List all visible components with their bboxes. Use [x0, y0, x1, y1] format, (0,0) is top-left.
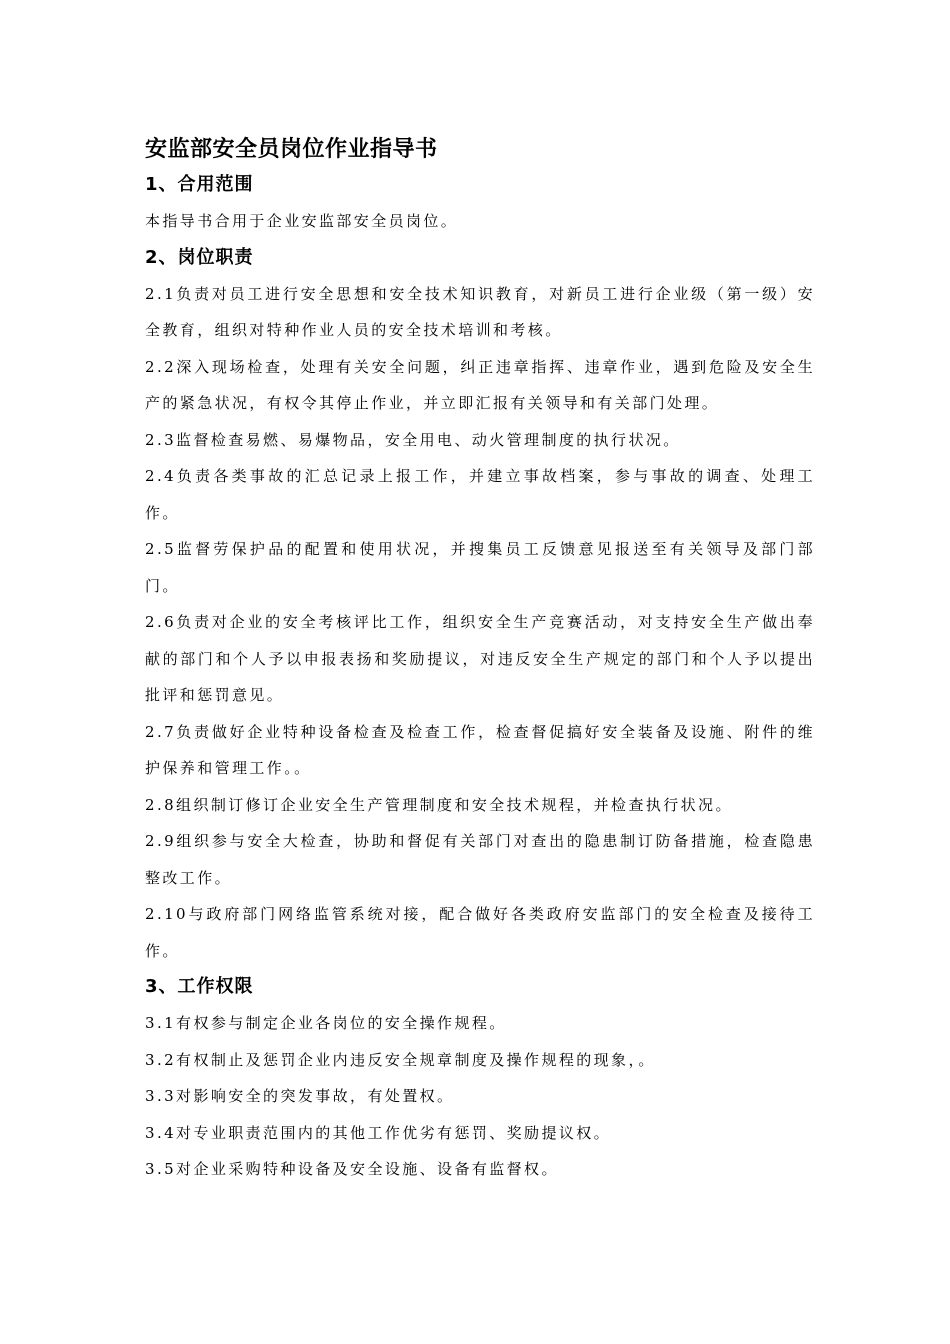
- section-authority: [145, 969, 815, 1188]
- paragraph: 2.6负责对企业的安全考核评比工作，组织安全生产竞赛活动，对支持安全生产做出奉献的部门和个人予以申报表扬和奖励提议，对违反安全生产规定的部门和个人予以提出批评和惩罚意见。: [145, 613, 815, 704]
- section-heading: 3、工作权限: [145, 976, 254, 997]
- paragraph: 3.4对专业职责范围内的其他工作优劣有惩罚、奖励提议权。: [145, 1123, 612, 1142]
- paragraph: 3.1有权参与制定企业各岗位的安全操作规程。: [145, 1014, 507, 1032]
- paragraph: 2.4负责各类事故的汇总记录上报工作，并建立事故档案，参与事故的调查、处理工作。: [145, 467, 815, 522]
- document-title: 安监部安全员岗位作业指导书: [145, 137, 438, 162]
- section-duties: [145, 240, 815, 970]
- section-heading: 2、岗位职责: [145, 246, 254, 268]
- document-page: [145, 133, 815, 1188]
- paragraph: 2.9组织参与安全大检查，协助和督促有关部门对查出的隐患制订防备措施，检查隐患整改工作。: [145, 832, 815, 887]
- paragraph: 3.3对影响安全的突发事故，有处置权。: [145, 1087, 455, 1105]
- section-scope: [145, 167, 815, 240]
- paragraph: 2.1负责对员工进行安全思想和安全技术知识教育，对新员工进行企业级（第一级）安全教育，组织对特种作业人员的安全技术培训和考核。: [145, 284, 815, 339]
- paragraph: 2.8组织制订修订企业安全生产管理制度和安全技术规程，并检查执行状况。: [145, 795, 733, 814]
- paragraph: 2.10与政府部门网络监管系统对接，配合做好各类政府安监部门的安全检查及接待工作。: [145, 905, 815, 960]
- paragraph: 2.5监督劳保护品的配置和使用状况，并搜集员工反馈意见报送至有关领导及部门部门。: [145, 540, 815, 595]
- paragraph: 3.5对企业采购特种设备及安全设施、设备有监督权。: [145, 1160, 559, 1178]
- paragraph: 2.7负责做好企业特种设备检查及检查工作，检查督促搞好安全装备及设施、附件的维护保养和管理工作。。: [145, 722, 815, 777]
- paragraph: 2.2深入现场检查，处理有关安全问题，纠正违章指挥、违章作业，遇到危险及安全生产的紧急状况，有权令其停止作业，并立即汇报有关领导和有关部门处理。: [145, 357, 815, 412]
- paragraph: 本指导书合用于企业安监部安全员岗位。: [145, 212, 459, 230]
- paragraph: 2.3监督检查易燃、易爆物品，安全用电、动火管理制度的执行状况。: [145, 430, 681, 449]
- paragraph: 3.2有权制止及惩罚企业内违反安全规章制度及操作规程的现象，。: [145, 1050, 656, 1069]
- section-heading: 1、合用范围: [145, 174, 254, 195]
